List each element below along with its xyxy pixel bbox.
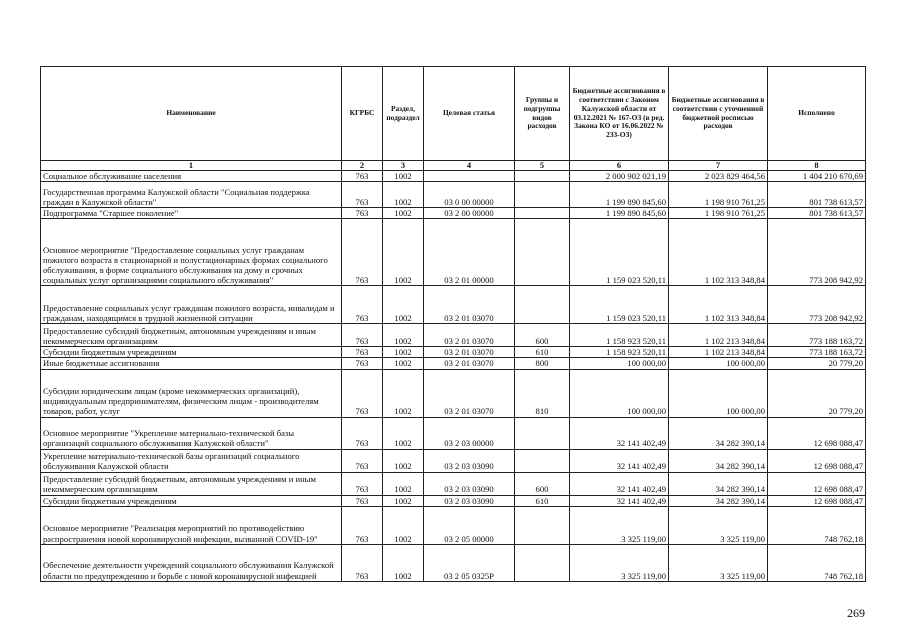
row-vr: 600 (515, 472, 570, 495)
table-row (41, 347, 866, 358)
row-budget-refined: 34 282 390,14 (669, 417, 768, 449)
row-executed: 801 738 613,57 (768, 182, 866, 208)
header-budget-refined: Бюджетные ассигнования в соответствии с уточненной бюджетной росписью расходов (669, 67, 768, 161)
row-razdel: 1002 (383, 544, 424, 581)
column-number: 4 (424, 161, 515, 171)
row-executed: 801 738 613,57 (768, 208, 866, 219)
row-budget-law: 1 159 023 520,11 (570, 286, 669, 324)
row-vr (515, 417, 570, 449)
row-razdel: 1002 (383, 417, 424, 449)
row-budget-law: 32 141 402,49 (570, 417, 669, 449)
table-row (41, 182, 866, 208)
header-executed: Исполнено (768, 67, 866, 161)
row-razdel: 1002 (383, 182, 424, 208)
row-target (424, 171, 515, 182)
row-vr (515, 182, 570, 208)
row-budget-refined: 1 198 910 761,25 (669, 208, 768, 219)
row-target: 03 2 03 00000 (424, 417, 515, 449)
table-row (41, 495, 866, 506)
table-row (41, 369, 866, 417)
row-target: 03 2 03 03090 (424, 472, 515, 495)
row-kgrbs: 763 (342, 544, 383, 581)
row-razdel: 1002 (383, 495, 424, 506)
row-executed: 748 762,18 (768, 544, 866, 581)
row-vr (515, 449, 570, 472)
table-body (41, 171, 866, 582)
row-target: 03 2 01 03070 (424, 286, 515, 324)
row-target: 03 2 01 03070 (424, 347, 515, 358)
row-kgrbs: 763 (342, 347, 383, 358)
column-number: 3 (383, 161, 424, 171)
row-budget-refined: 2 023 829 464,56 (669, 171, 768, 182)
row-vr (515, 506, 570, 544)
column-number: 5 (515, 161, 570, 171)
row-kgrbs: 763 (342, 182, 383, 208)
row-executed: 20 779,20 (768, 358, 866, 369)
row-executed: 748 762,18 (768, 506, 866, 544)
row-razdel: 1002 (383, 506, 424, 544)
row-budget-refined: 1 102 313 348,84 (669, 286, 768, 324)
row-target: 03 0 00 00000 (424, 182, 515, 208)
row-executed: 773 208 942,92 (768, 286, 866, 324)
row-vr: 610 (515, 347, 570, 358)
row-kgrbs: 763 (342, 506, 383, 544)
table-row (41, 544, 866, 581)
header-groups: Группы и подгруппы видов расходов (515, 67, 570, 161)
row-budget-law: 32 141 402,49 (570, 495, 669, 506)
row-name: Субсидии бюджетным учреждениям (41, 347, 342, 358)
row-executed: 12 698 088,47 (768, 472, 866, 495)
row-budget-law: 1 158 923 520,11 (570, 347, 669, 358)
row-executed: 1 404 210 670,69 (768, 171, 866, 182)
column-number: 8 (768, 161, 866, 171)
table-row (41, 449, 866, 472)
row-target: 03 2 03 03090 (424, 449, 515, 472)
table-row (41, 506, 866, 544)
table-row (41, 358, 866, 369)
header-kgrbs: КГРБС (342, 67, 383, 161)
row-target: 03 2 05 00000 (424, 506, 515, 544)
table-row (41, 171, 866, 182)
row-name: Предоставление социальных услуг гражданам пожилого возраста, инвалидам и гражданам, находящимся в трудной жизненной ситуации (41, 286, 342, 324)
row-target: 03 2 01 03070 (424, 358, 515, 369)
row-name: Основное мероприятие "Реализация мероприятий по противодействию распространения новой коронавирусной инфекции, вызванной COVID-19" (41, 506, 342, 544)
column-number: 2 (342, 161, 383, 171)
row-executed: 12 698 088,47 (768, 449, 866, 472)
row-vr (515, 219, 570, 286)
row-name: Субсидии юридическим лицам (кроме некоммерческих организаций), индивидуальным предпринимателям, физическим лицам - производителям товаров, работ, услуг (41, 369, 342, 417)
table-row (41, 286, 866, 324)
table-row (41, 324, 866, 347)
column-number: 1 (41, 161, 342, 171)
row-budget-law: 32 141 402,49 (570, 472, 669, 495)
row-budget-law: 100 000,00 (570, 369, 669, 417)
row-name: Субсидии бюджетным учреждениям (41, 495, 342, 506)
row-budget-law: 3 325 119,00 (570, 506, 669, 544)
budget-table (40, 66, 866, 582)
header-razdel: Раздел, подраздел (383, 67, 424, 161)
table-row (41, 417, 866, 449)
row-budget-law: 100 000,00 (570, 358, 669, 369)
row-razdel: 1002 (383, 208, 424, 219)
row-razdel: 1002 (383, 449, 424, 472)
row-name: Подпрограмма "Старшее поколение" (41, 208, 342, 219)
row-budget-refined: 3 325 119,00 (669, 544, 768, 581)
column-number: 7 (669, 161, 768, 171)
row-name: Предоставление субсидий бюджетным, автономным учреждениям и иным некоммерческим организациям (41, 472, 342, 495)
row-budget-refined: 1 102 313 348,84 (669, 219, 768, 286)
row-kgrbs: 763 (342, 219, 383, 286)
row-razdel: 1002 (383, 472, 424, 495)
row-name: Обеспечение деятельности учреждений социального обслуживания Калужской области по предупреждению и борьбе с новой коронавирусной инфекцией (41, 544, 342, 581)
row-budget-refined: 3 325 119,00 (669, 506, 768, 544)
row-vr (515, 544, 570, 581)
header-target: Целевая статья (424, 67, 515, 161)
row-budget-law: 1 158 923 520,11 (570, 324, 669, 347)
row-kgrbs: 763 (342, 358, 383, 369)
row-kgrbs: 763 (342, 472, 383, 495)
row-executed: 773 188 163,72 (768, 347, 866, 358)
row-vr (515, 171, 570, 182)
row-budget-refined: 34 282 390,14 (669, 472, 768, 495)
table-row (41, 219, 866, 286)
row-executed: 20 779,20 (768, 369, 866, 417)
row-budget-refined: 34 282 390,14 (669, 495, 768, 506)
row-vr (515, 208, 570, 219)
header-budget-law: Бюджетные ассигнования в соответствии с Законом Калужской области от 03.12.2021 № 167-ОЗ (в ред. Закона КО от 16.06.2022 № 233-ОЗ) (570, 67, 669, 161)
row-kgrbs: 763 (342, 208, 383, 219)
row-name: Социальное обслуживание населения (41, 171, 342, 182)
row-kgrbs: 763 (342, 324, 383, 347)
row-kgrbs: 763 (342, 449, 383, 472)
row-kgrbs: 763 (342, 171, 383, 182)
row-kgrbs: 763 (342, 286, 383, 324)
row-name: Предоставление субсидий бюджетным, автономным учреждениям и иным некоммерческим организациям (41, 324, 342, 347)
row-razdel: 1002 (383, 369, 424, 417)
row-razdel: 1002 (383, 324, 424, 347)
row-razdel: 1002 (383, 286, 424, 324)
row-target: 03 2 01 03070 (424, 369, 515, 417)
row-vr: 600 (515, 324, 570, 347)
row-executed: 773 208 942,92 (768, 219, 866, 286)
row-budget-refined: 34 282 390,14 (669, 449, 768, 472)
row-budget-law: 32 141 402,49 (570, 449, 669, 472)
header-row (41, 67, 866, 161)
row-vr: 800 (515, 358, 570, 369)
row-target: 03 2 03 03090 (424, 495, 515, 506)
row-kgrbs: 763 (342, 369, 383, 417)
row-budget-refined: 100 000,00 (669, 358, 768, 369)
row-name: Государственная программа Калужской области "Социальная поддержка граждан в Калужской области" (41, 182, 342, 208)
budget-table-sheet (40, 66, 865, 582)
row-budget-refined: 1 102 213 348,84 (669, 324, 768, 347)
row-vr: 810 (515, 369, 570, 417)
row-vr: 610 (515, 495, 570, 506)
row-razdel: 1002 (383, 347, 424, 358)
row-budget-refined: 1 102 213 348,84 (669, 347, 768, 358)
table-row (41, 208, 866, 219)
row-budget-refined: 1 198 910 761,25 (669, 182, 768, 208)
header-name: Наименование (41, 67, 342, 161)
row-budget-law: 3 325 119,00 (570, 544, 669, 581)
row-name: Укрепление материально-технической базы организаций социального обслуживания Калужской области (41, 449, 342, 472)
row-budget-law: 1 199 890 845,60 (570, 182, 669, 208)
row-target: 03 2 05 0325Р (424, 544, 515, 581)
table-row (41, 472, 866, 495)
row-name: Основное мероприятие "Предоставление социальных услуг гражданам пожилого возраста в стационарной и полустационарных формах социального обслуживания, в форме социального обслуживания на дому и срочных социальных услуг организациями социального обслуживания" (41, 219, 342, 286)
row-budget-law: 2 000 902 021,19 (570, 171, 669, 182)
row-target: 03 2 01 00000 (424, 219, 515, 286)
row-kgrbs: 763 (342, 417, 383, 449)
row-budget-law: 1 199 890 845,60 (570, 208, 669, 219)
row-name: Иные бюджетные ассигнования (41, 358, 342, 369)
row-vr (515, 286, 570, 324)
row-target: 03 2 00 00000 (424, 208, 515, 219)
row-kgrbs: 763 (342, 495, 383, 506)
row-executed: 12 698 088,47 (768, 417, 866, 449)
row-budget-law: 1 159 023 520,11 (570, 219, 669, 286)
row-executed: 773 188 163,72 (768, 324, 866, 347)
column-number-row (41, 161, 866, 171)
row-razdel: 1002 (383, 171, 424, 182)
row-name: Основное мероприятие "Укрепление материально-технической базы организаций социального обслуживания Калужской области" (41, 417, 342, 449)
row-executed: 12 698 088,47 (768, 495, 866, 506)
page-number: 269 (847, 606, 865, 620)
row-razdel: 1002 (383, 358, 424, 369)
row-budget-refined: 100 000,00 (669, 369, 768, 417)
row-razdel: 1002 (383, 219, 424, 286)
column-number: 6 (570, 161, 669, 171)
row-target: 03 2 01 03070 (424, 324, 515, 347)
